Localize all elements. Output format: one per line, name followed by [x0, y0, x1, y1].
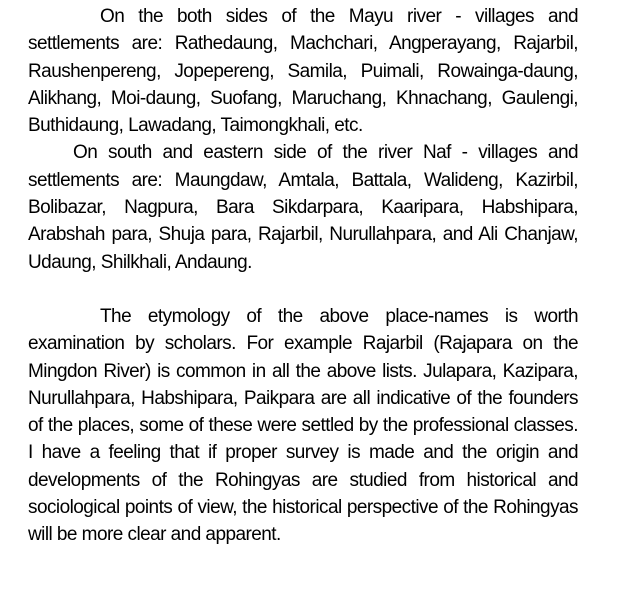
document-page — [28, 3, 578, 549]
paragraph-etymology: The etymology of the above place-names is worth examination by scholars. For example Rajarbil (Rajapara on the Mingdon River) is common in all the above lists. Julapara, Kazipara, Nurullahpara, Habshipara, Paikpara are all indicative of the founders of the places, some of these were settled by the professional classes. I have a feeling that if proper survey is made and the origin and developments of the Rohingyas are studied from historical and sociological points of view, the historical perspective of the Rohingyas will be more clear and apparent. — [28, 305, 578, 546]
paragraph-naf-river-villages: On south and eastern side of the river Naf - villages and settlements are: Maungdaw, Amtala, Battala, Walideng, Kazirbil, Bolibazar, Nagpura, Bara Sikdarpara, Kaaripara, Habshipara, Arabshah para, Shuja para, Rajarbil, Nurullahpara, and Ali Chanjaw, Udaung, Shilkhali, Andaung. — [28, 142, 578, 273]
paragraph-mayu-river-villages: On the both sides of the Mayu river - villages and settlements are: Rathedaung, Machchari, Angperayang, Rajarbil, Raushenpereng, Jopepereng, Samila, Puimali, Rowainga-daung, Alikhang, Moi-daung, Suofang, Maruchang, Khnachang, Gaulengi, Buthidaung, Lawadang, Taimongkhali, etc. — [28, 6, 578, 137]
